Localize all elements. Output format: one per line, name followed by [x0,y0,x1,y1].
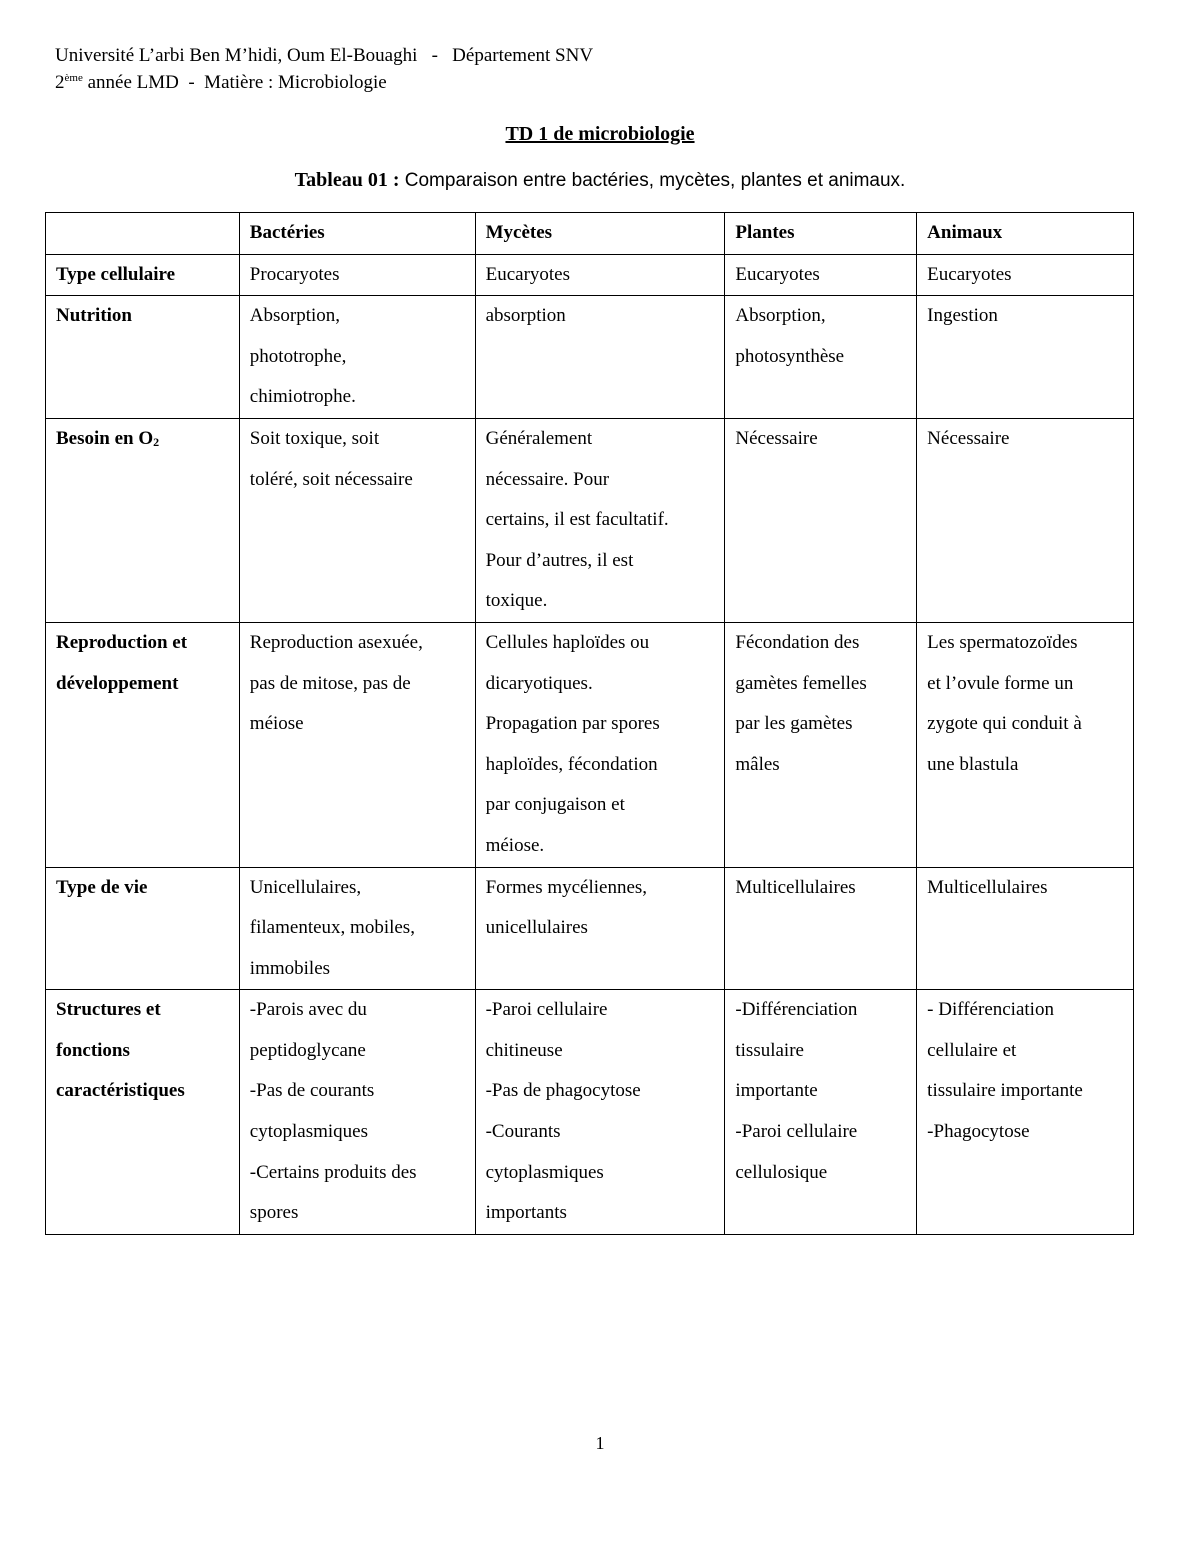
cell-line: filamenteux, mobiles, [249,917,415,939]
row-header-line: Besoin en $O_2$ [56,427,160,449]
table-cell [917,867,1134,990]
table-cell [475,990,725,1235]
cell-line: -Pas de phagocytose [485,1080,641,1102]
row-header-line: Type de vie [56,876,148,898]
cell-line: cytoplasmiques [485,1161,604,1183]
cell-line: -Certains produits des [249,1161,417,1183]
row-header-line: développement [56,672,179,694]
cell-line: Eucaryotes [485,263,570,285]
row-header-line: caractéristiques [56,1080,185,1102]
subscript: 2 [153,434,160,449]
cell-line: unicellulaires [485,917,588,939]
cell-line: toxique. [485,590,548,612]
cell-line: par conjugaison et [485,794,625,816]
table-cell [725,296,917,419]
caption-text: Comparaison entre bactéries, mycètes, plantes et animaux. [399,170,906,191]
cell-line: Soit toxique, soit [249,427,380,449]
cell-line: -Pas de courants [249,1080,375,1102]
cell-line: Pour d’autres, il est [485,549,634,571]
table-caption [0,169,1200,192]
table-cell [239,296,475,419]
cell-line: Reproduction asexuée, [249,631,423,653]
row-header-line: Nutrition [56,305,132,327]
cell-line: zygote qui conduit à [927,713,1082,735]
table-cell [725,990,917,1235]
cell-line: Eucaryotes [927,263,1012,285]
cell-line: immobiles [249,957,331,979]
cell-line: pas de mitose, pas de [249,672,411,694]
table-row [46,296,1134,419]
table-cell [475,296,725,419]
cell-line: Ingestion [927,305,998,327]
table-header-row [46,213,1134,255]
cell-line: méiose [249,713,304,735]
cell-line: Procaryotes [249,263,340,285]
table-cell [475,867,725,990]
row-header [46,990,240,1235]
table-cell [725,418,917,622]
row-header-line: Structures et [56,999,161,1021]
cell-line: -Courants [485,1121,561,1143]
cell-line: -Paroi cellulaire [485,999,608,1021]
cell-line: chitineuse [485,1039,563,1061]
table-cell [917,622,1134,867]
cell-line: Nécessaire [735,427,818,449]
cell-line: cellulosique [735,1161,828,1183]
table-cell [475,254,725,296]
cell-line: importants [485,1202,567,1224]
header-cell-empty [46,213,240,255]
cell-line: tissulaire [735,1039,804,1061]
table-cell [917,296,1134,419]
table-cell [725,622,917,867]
cell-line: haploïdes, fécondation [485,753,658,775]
page-number: 1 [595,1433,605,1453]
cell-line: spores [249,1202,299,1224]
cell-line: Généralement [485,427,593,449]
cell-line: absorption [485,305,566,327]
table-cell [239,867,475,990]
table-cell [475,622,725,867]
row-header [46,622,240,867]
university-line: Université L’arbi Ben M’hidi, Oum El-Bouaghi - Département SNV [55,45,594,66]
column-header: Animaux [917,213,1134,255]
row-header [46,254,240,296]
column-header: Mycètes [475,213,725,255]
cell-line: Les spermatozoïdes [927,631,1078,653]
cell-line: et l’ovule forme un [927,672,1074,694]
caption-label: Tableau 01 : [294,169,400,191]
table-cell [917,254,1134,296]
cell-line: -Paroi cellulaire [735,1121,858,1143]
cell-line: Propagation par spores [485,713,660,735]
cell-line: certains, il est facultatif. [485,509,669,531]
cell-line: photosynthèse [735,345,845,367]
row-header-line: Type cellulaire [56,263,176,285]
cell-line: Formes mycéliennes, [485,876,648,898]
row-header [46,867,240,990]
cell-line: par les gamètes [735,713,853,735]
cell-line: Nécessaire [927,427,1010,449]
table-cell [239,254,475,296]
row-header [46,418,240,622]
cell-line: Fécondation des [735,631,860,653]
cell-line: mâles [735,753,780,775]
row-header [46,296,240,419]
cell-line: cytoplasmiques [249,1121,368,1143]
cell-line: Absorption, [735,305,826,327]
table-row [46,418,1134,622]
cell-line: importante [735,1080,818,1102]
column-header: Plantes [725,213,917,255]
document-title: TD 1 de microbiologie [505,123,695,145]
year-subject-line: 2ème année LMD - Matière : Microbiologie [55,72,387,93]
document-header [55,42,593,96]
cell-line: Absorption, [249,305,341,327]
cell-line: Eucaryotes [735,263,820,285]
table-row [46,622,1134,867]
table-cell [239,418,475,622]
cell-line: dicaryotiques. [485,672,593,694]
cell-line: toléré, soit nécessaire [249,468,413,490]
cell-line: - Différenciation [927,999,1054,1021]
cell-line: peptidoglycane [249,1039,366,1061]
table-cell [239,622,475,867]
table-cell [917,418,1134,622]
table-cell [917,990,1134,1235]
cell-line: méiose. [485,834,545,856]
table-cell [725,254,917,296]
cell-line: -Parois avec du [249,999,367,1021]
cell-line: Unicellulaires, [249,876,362,898]
table-cell [725,867,917,990]
table-row [46,254,1134,296]
cell-line: Cellules haploïdes ou [485,631,650,653]
cell-line: -Différenciation [735,999,858,1021]
cell-line: -Phagocytose [927,1121,1030,1143]
cell-line: une blastula [927,753,1019,775]
table-cell [239,990,475,1235]
cell-line: chimiotrophe. [249,386,356,408]
table-cell [475,418,725,622]
cell-line: cellulaire et [927,1039,1017,1061]
row-header-line: fonctions [56,1039,130,1061]
cell-line: tissulaire importante [927,1080,1083,1102]
cell-line: phototrophe, [249,345,347,367]
row-header-line: Reproduction et [56,631,188,653]
cell-line: Multicellulaires [927,876,1048,898]
table-row [46,990,1134,1235]
table-row [46,867,1134,990]
cell-line: Multicellulaires [735,876,856,898]
cell-line: gamètes femelles [735,672,867,694]
cell-line: nécessaire. Pour [485,468,610,490]
comparison-table [45,212,1134,1235]
column-header: Bactéries [239,213,475,255]
